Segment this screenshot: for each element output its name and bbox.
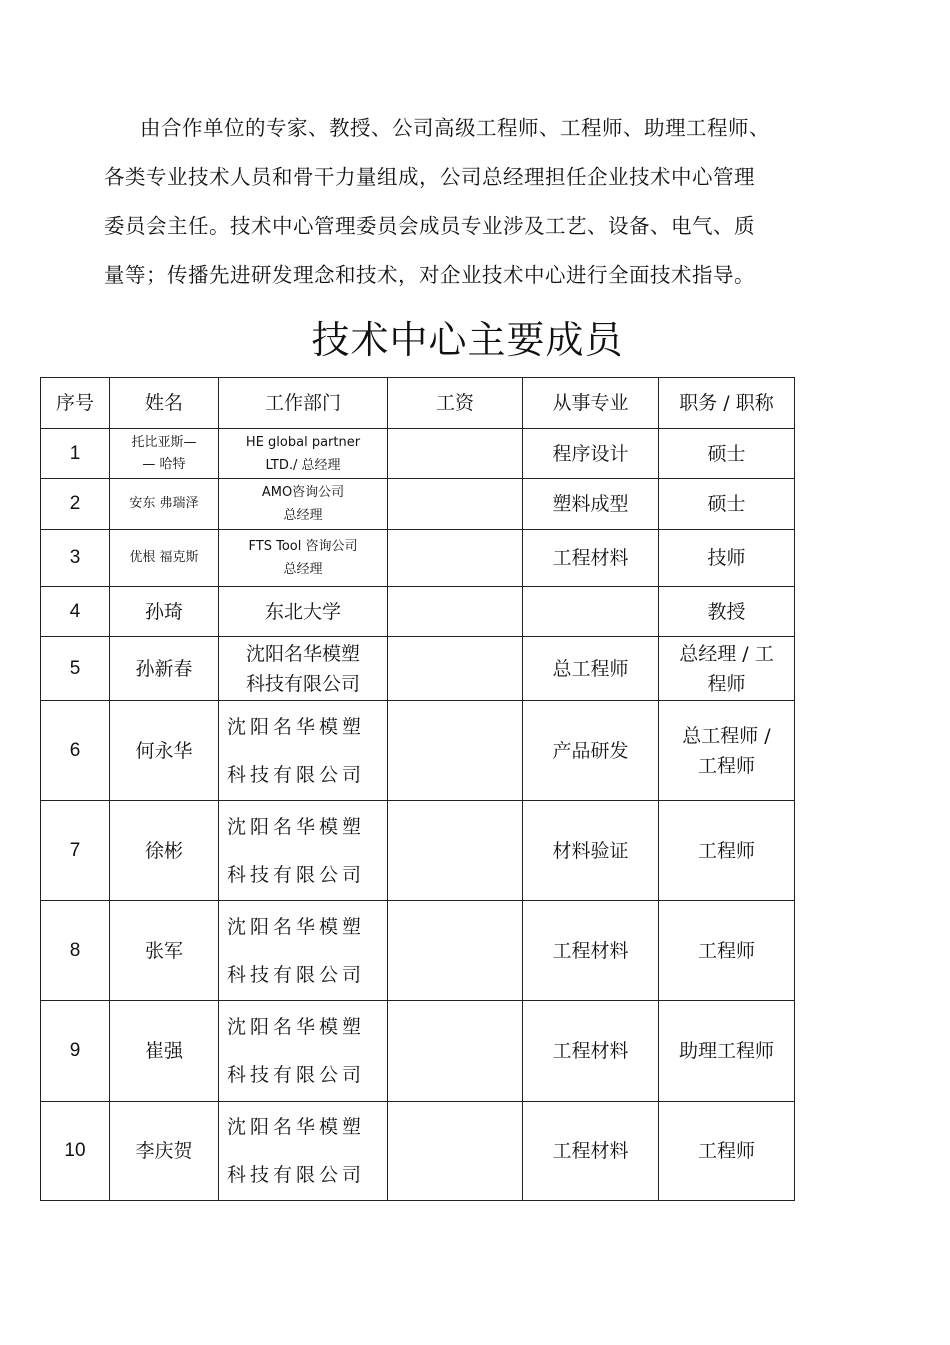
member-title — [659, 801, 795, 901]
member-major: 产品研发 — [523, 701, 659, 801]
member-title — [659, 1102, 795, 1201]
intro-line: 由合作单位的专家、教授、公司高级工程师、工程师、助理工程师、 — [140, 116, 770, 140]
member-salary — [388, 1001, 523, 1102]
member-major: 程序设计 — [523, 429, 659, 479]
title-line: 程师 — [707, 672, 746, 695]
dept-line: 科技有限公司 — [227, 863, 366, 886]
member-dept — [219, 801, 388, 901]
dept-line: 沈阳名华模塑 — [227, 715, 366, 738]
member-major: 材料验证 — [523, 801, 659, 901]
member-salary — [388, 1102, 523, 1201]
member-salary — [388, 530, 523, 587]
row-number: 1 — [41, 429, 110, 479]
member-dept — [219, 901, 388, 1001]
header-title: 职务 / 职称 — [659, 378, 795, 429]
member-name — [110, 637, 219, 701]
member-major: 工程材料 — [523, 530, 659, 587]
member-dept — [219, 429, 388, 479]
dept-line: 沈阳名华模塑 — [227, 815, 366, 838]
member-name — [110, 901, 219, 1001]
dept-line: 总经理 — [283, 562, 323, 577]
dept-line: HE global partner — [245, 434, 361, 450]
dept-line: 科技有限公司 — [227, 763, 366, 786]
name-line: 李庆贺 — [135, 1140, 193, 1162]
name-line: 崔强 — [144, 1040, 183, 1062]
member-name — [110, 1102, 219, 1201]
name-line: 徐彬 — [144, 839, 183, 862]
member-name — [110, 701, 219, 801]
table-row — [41, 801, 795, 901]
row-number: 9 — [41, 1001, 110, 1102]
member-name — [110, 530, 219, 587]
intro-line: 量等；传播先进研发理念和技术，对企业技术中心进行全面技术指导。 — [104, 263, 755, 287]
member-name — [110, 1001, 219, 1102]
title-line: 教授 — [707, 600, 746, 623]
member-salary — [388, 701, 523, 801]
member-salary — [388, 429, 523, 479]
member-title — [659, 901, 795, 1001]
dept-line: 沈阳名华模塑 — [227, 915, 366, 938]
member-title — [659, 637, 795, 701]
member-name — [110, 801, 219, 901]
member-salary — [388, 479, 523, 530]
title-line: 助理工程师 — [678, 1040, 774, 1062]
member-dept — [219, 1102, 388, 1201]
name-line: 托比亚斯— — [131, 434, 197, 450]
title-line: 工程师 — [697, 939, 755, 962]
row-number: 2 — [41, 479, 110, 530]
page-title: 技术中心主要成员 — [311, 318, 624, 362]
header-no: 序号 — [41, 378, 110, 429]
dept-line: 科技有限公司 — [227, 1164, 366, 1186]
table-row — [41, 1102, 795, 1201]
member-dept — [219, 701, 388, 801]
member-salary — [388, 901, 523, 1001]
member-title — [659, 1001, 795, 1102]
dept-line: 沈阳名华模塑 — [245, 642, 360, 665]
dept-line: AMO咨询公司 — [261, 485, 345, 500]
member-dept — [219, 637, 388, 701]
member-major: 塑料成型 — [523, 479, 659, 530]
table-row — [41, 587, 795, 637]
table-row — [41, 479, 795, 530]
row-number: 5 — [41, 637, 110, 701]
title-line: 总工程师 / — [682, 724, 771, 747]
title-line: 总经理 / 工 — [679, 642, 774, 665]
dept-line: 东北大学 — [264, 600, 341, 623]
name-line: 孙琦 — [144, 600, 183, 623]
name-line: 张军 — [144, 939, 183, 962]
row-number: 7 — [41, 801, 110, 901]
members-table — [40, 377, 795, 1201]
member-salary — [388, 637, 523, 701]
table-row — [41, 429, 795, 479]
member-name — [110, 587, 219, 637]
member-title — [659, 701, 795, 801]
table-row — [41, 901, 795, 1001]
row-number: 6 — [41, 701, 110, 801]
member-salary — [388, 801, 523, 901]
member-major: 工程材料 — [523, 901, 659, 1001]
header-name: 姓名 — [110, 378, 219, 429]
table-header-row — [41, 378, 795, 429]
table-row — [41, 637, 795, 701]
table-row — [41, 701, 795, 801]
dept-line: FTS Tool 咨询公司 — [248, 539, 358, 554]
title-line: 硕士 — [707, 493, 746, 515]
member-title — [659, 479, 795, 530]
table-row — [41, 530, 795, 587]
intro-line: 委员会主任。技术中心管理委员会成员专业涉及工艺、设备、电气、质 — [104, 214, 755, 238]
title-line: 硕士 — [707, 442, 746, 465]
dept-line: 沈阳名华模塑 — [227, 1016, 366, 1038]
dept-line: 沈阳名华模塑 — [227, 1116, 366, 1138]
intro-paragraph — [104, 104, 794, 300]
dept-line: 科技有限公司 — [227, 963, 366, 986]
member-dept — [219, 587, 388, 637]
intro-line: 各类专业技术人员和骨干力量组成，公司总经理担任企业技术中心管理 — [104, 165, 755, 189]
name-line: 何永华 — [135, 739, 193, 762]
name-line: 孙新春 — [135, 657, 193, 680]
dept-line: 科技有限公司 — [227, 1064, 366, 1086]
member-major: 总工程师 — [523, 637, 659, 701]
header-major: 从事专业 — [523, 378, 659, 429]
row-number: 4 — [41, 587, 110, 637]
member-title — [659, 587, 795, 637]
member-major — [523, 587, 659, 637]
name-line: 优根 福克斯 — [129, 550, 199, 565]
title-line: 工程师 — [697, 1140, 755, 1162]
member-major: 工程材料 — [523, 1102, 659, 1201]
header-salary: 工资 — [388, 378, 523, 429]
member-name — [110, 429, 219, 479]
table-row — [41, 1001, 795, 1102]
member-dept — [219, 530, 388, 587]
title-line: 技师 — [707, 547, 746, 569]
member-name — [110, 479, 219, 530]
row-number: 8 — [41, 901, 110, 1001]
member-dept — [219, 1001, 388, 1102]
member-dept — [219, 479, 388, 530]
row-number: 10 — [41, 1102, 110, 1201]
member-major: 工程材料 — [523, 1001, 659, 1102]
name-line: — 哈特 — [142, 456, 186, 472]
title-line: 工程师 — [697, 754, 755, 777]
name-line: 安东 弗瑞泽 — [129, 496, 199, 511]
dept-line: LTD./ 总经理 — [265, 457, 341, 473]
title-line: 工程师 — [697, 839, 755, 862]
dept-line: 总经理 — [283, 508, 323, 523]
member-title — [659, 530, 795, 587]
header-dept: 工作部门 — [219, 378, 388, 429]
row-number: 3 — [41, 530, 110, 587]
member-title — [659, 429, 795, 479]
dept-line: 科技有限公司 — [245, 672, 360, 695]
member-salary — [388, 587, 523, 637]
